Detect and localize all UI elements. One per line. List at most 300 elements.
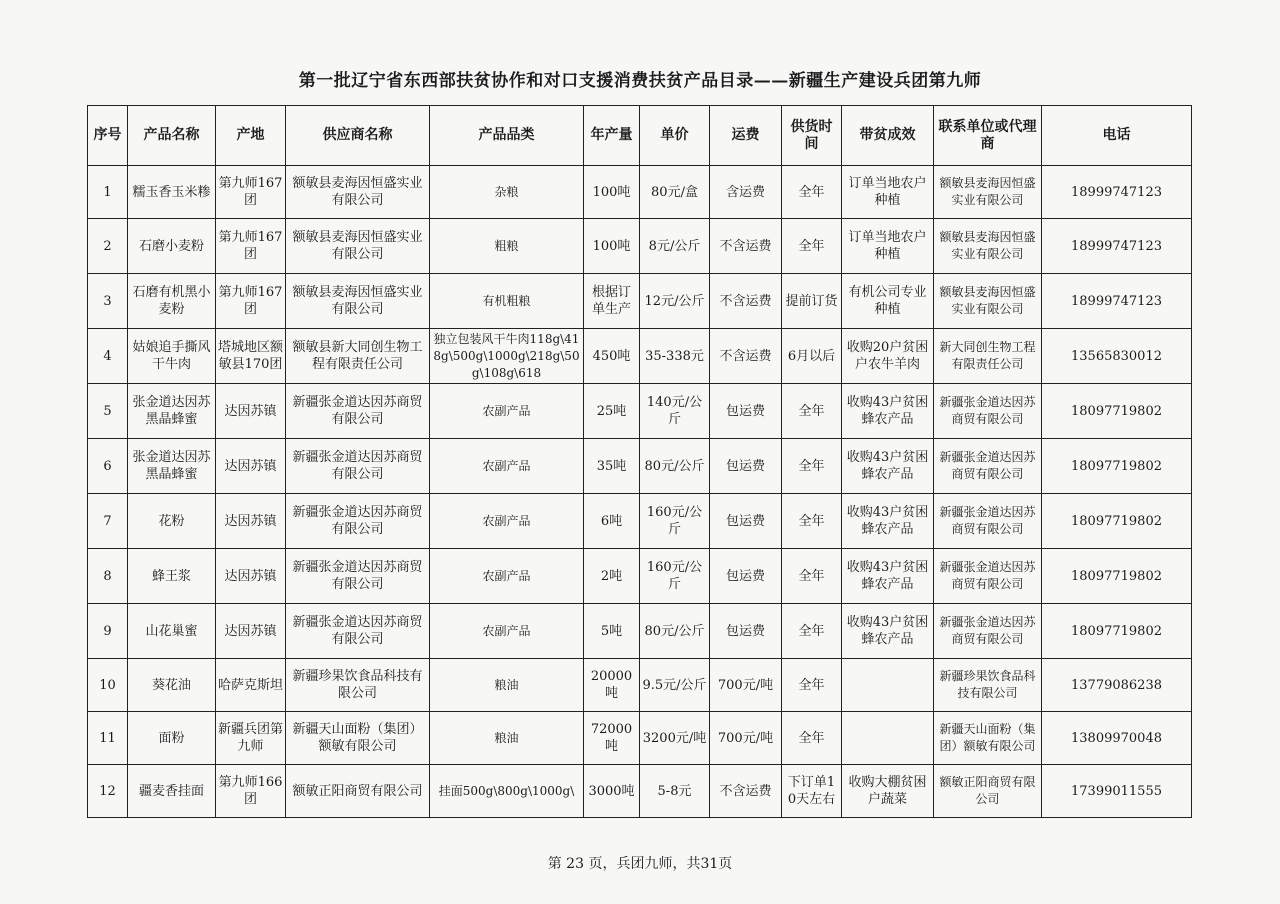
cell-supplier: [286, 329, 430, 384]
cell-output: [584, 765, 640, 818]
page-title: 第一批辽宁省东西部扶贫协作和对口支援消费扶贫产品目录——新疆生产建设兵团第九师: [298, 71, 982, 91]
cell-phone-text: 13809970048: [1071, 730, 1162, 746]
cell-price-text: 140元/公斤: [646, 395, 703, 427]
cell-supplier-text: 额敏县麦海因恒盛实业有限公司: [292, 176, 423, 208]
cell-shipping: [710, 439, 782, 494]
cell-effect-text: 收购43户贫困蜂农产品: [846, 505, 929, 537]
cell-name: [128, 166, 216, 219]
cell-name: [128, 549, 216, 604]
cell-supplier-text: 额敏县麦海因恒盛实业有限公司: [292, 285, 423, 317]
cell-no-text: 12: [99, 783, 116, 799]
cell-origin: [216, 494, 286, 549]
cell-effect: [842, 494, 934, 549]
cell-phone: [1042, 712, 1192, 765]
cell-shipping-text: 700元/吨: [717, 677, 774, 693]
cell-shipping: [710, 384, 782, 439]
cell-price-text: 8元/公斤: [648, 238, 701, 254]
cell-phone: [1042, 765, 1192, 818]
cell-origin: [216, 166, 286, 219]
cell-supplier: [286, 494, 430, 549]
cell-name-text: 糯玉香玉米糁: [132, 184, 211, 200]
cell-phone-text: 18999747123: [1071, 184, 1162, 200]
cell-category-text: 独立包装风干牛肉118g\418g\500g\1000g\218g\50g\108g\618: [433, 331, 580, 380]
cell-effect-text: 收购43户贫困蜂农产品: [846, 395, 929, 427]
cell-period-text: 6月以后: [787, 348, 836, 364]
cell-supplier-text: 额敏正阳商贸有限公司: [292, 783, 423, 799]
cell-category-text: 有机粗粮: [482, 293, 531, 308]
cell-supplier-text: 新疆张金道达因苏商贸有限公司: [292, 450, 423, 482]
cell-category-text: 农副产品: [482, 403, 531, 418]
header-no: 序号: [88, 106, 128, 166]
table-row: [88, 659, 1192, 712]
header-price: 单价: [640, 106, 710, 166]
table-row: [88, 439, 1192, 494]
cell-name: [128, 659, 216, 712]
cell-price: [640, 384, 710, 439]
cell-effect: [842, 604, 934, 659]
cell-no-text: 2: [103, 238, 112, 254]
table-row: [88, 494, 1192, 549]
cell-price-text: 80元/公斤: [644, 458, 705, 474]
cell-effect-text: 收购43户贫困蜂农产品: [846, 560, 929, 592]
cell-name-text: 疆麦香挂面: [138, 783, 204, 799]
cell-category-text: 农副产品: [482, 623, 531, 638]
cell-supplier: [286, 384, 430, 439]
cell-no: [88, 604, 128, 659]
cell-period-text: 提前订货: [785, 293, 838, 309]
cell-category: [430, 329, 584, 384]
header-effect: 带贫成效: [842, 106, 934, 166]
cell-output: [584, 166, 640, 219]
cell-origin-text: 塔城地区额敏县170团: [218, 340, 283, 372]
cell-output-text: 100吨: [592, 238, 631, 254]
cell-phone-text: 18097719802: [1071, 623, 1162, 639]
cell-supplier-text: 额敏县麦海因恒盛实业有限公司: [292, 230, 423, 262]
cell-period-text: 全年: [798, 730, 825, 746]
cell-contact: [934, 604, 1042, 659]
cell-name: [128, 384, 216, 439]
cell-category: [430, 549, 584, 604]
cell-no-text: 11: [99, 730, 116, 746]
header-period: 供货时间: [782, 106, 842, 166]
cell-shipping: [710, 765, 782, 818]
cell-output-text: 100吨: [592, 184, 631, 200]
cell-name-text: 张金道达因苏黑晶蜂蜜: [132, 450, 211, 482]
cell-phone: [1042, 549, 1192, 604]
cell-no-text: 5: [103, 403, 112, 419]
cell-origin-text: 第九师167团: [218, 285, 283, 317]
cell-name: [128, 219, 216, 274]
cell-origin-text: 达因苏镇: [224, 458, 277, 474]
cell-name: [128, 439, 216, 494]
cell-price: [640, 439, 710, 494]
cell-contact: [934, 494, 1042, 549]
cell-contact: [934, 329, 1042, 384]
cell-contact-text: 新疆天山面粉（集团）额敏有限公司: [939, 722, 1036, 753]
cell-no: [88, 494, 128, 549]
cell-contact: [934, 219, 1042, 274]
cell-no-text: 10: [99, 677, 116, 693]
cell-effect: [842, 712, 934, 765]
cell-category: [430, 659, 584, 712]
cell-category: [430, 274, 584, 329]
cell-supplier: [286, 219, 430, 274]
cell-effect: [842, 384, 934, 439]
cell-output: [584, 549, 640, 604]
cell-phone: [1042, 384, 1192, 439]
cell-name: [128, 494, 216, 549]
table-header-row: [88, 106, 1192, 166]
cell-price: [640, 219, 710, 274]
cell-effect-text: 收购大棚贫困户蔬菜: [848, 775, 927, 807]
cell-effect: [842, 765, 934, 818]
cell-contact: [934, 549, 1042, 604]
table-row: [88, 604, 1192, 659]
cell-shipping-text: 不含运费: [719, 238, 772, 254]
table-row: [88, 549, 1192, 604]
cell-contact: [934, 166, 1042, 219]
cell-phone-text: 18097719802: [1071, 568, 1162, 584]
cell-origin-text: 达因苏镇: [224, 568, 277, 584]
cell-name-text: 面粉: [158, 730, 185, 746]
cell-category: [430, 712, 584, 765]
cell-price-text: 160元/公斤: [646, 505, 703, 537]
cell-name: [128, 274, 216, 329]
cell-effect-text: 收购43户贫困蜂农产品: [846, 450, 929, 482]
cell-phone: [1042, 659, 1192, 712]
table-row: [88, 166, 1192, 219]
cell-period-text: 全年: [798, 184, 825, 200]
cell-name-text: 花粉: [158, 513, 185, 529]
cell-contact-text: 额敏县麦海因恒盛实业有限公司: [939, 230, 1036, 261]
cell-contact-text: 额敏县麦海因恒盛实业有限公司: [939, 285, 1036, 316]
cell-no-text: 1: [103, 184, 112, 200]
table-row: [88, 384, 1192, 439]
cell-phone-text: 18097719802: [1071, 403, 1162, 419]
page-footer: 第 23 页，兵团九师，共31页: [547, 856, 733, 872]
header-origin: 产地: [216, 106, 286, 166]
header-shipping: 运费: [710, 106, 782, 166]
cell-no-text: 9: [103, 623, 112, 639]
cell-period: [782, 712, 842, 765]
cell-period: [782, 765, 842, 818]
cell-phone-text: 18999747123: [1071, 293, 1162, 309]
cell-name: [128, 604, 216, 659]
cell-origin: [216, 384, 286, 439]
cell-period-text: 全年: [798, 403, 825, 419]
cell-origin-text: 达因苏镇: [224, 513, 277, 529]
cell-supplier: [286, 166, 430, 219]
cell-period: [782, 549, 842, 604]
cell-period: [782, 166, 842, 219]
cell-output: [584, 384, 640, 439]
cell-output: [584, 712, 640, 765]
cell-effect-text: 订单当地农户种植: [848, 176, 927, 208]
cell-no: [88, 219, 128, 274]
cell-phone-text: 18097719802: [1071, 513, 1162, 529]
cell-phone-text: 13565830012: [1071, 348, 1162, 364]
cell-supplier: [286, 659, 430, 712]
cell-price: [640, 274, 710, 329]
header-name: 产品名称: [128, 106, 216, 166]
cell-shipping-text: 包运费: [725, 403, 765, 419]
cell-period: [782, 219, 842, 274]
cell-category-text: 挂面500g\800g\1000g\: [438, 783, 575, 798]
cell-origin: [216, 712, 286, 765]
cell-output-text: 根据订单生产: [591, 285, 631, 317]
cell-origin-text: 第九师167团: [218, 176, 283, 208]
cell-origin: [216, 604, 286, 659]
cell-output: [584, 659, 640, 712]
cell-shipping-text: 不含运费: [719, 783, 772, 799]
cell-period-text: 下订单10天左右: [787, 775, 836, 807]
cell-shipping-text: 包运费: [725, 458, 765, 474]
header-supplier: 供应商名称: [286, 106, 430, 166]
cell-no: [88, 712, 128, 765]
cell-period-text: 全年: [798, 458, 825, 474]
cell-category-text: 杂粮: [494, 184, 519, 199]
cell-category: [430, 439, 584, 494]
cell-name-text: 石磨小麦粉: [138, 238, 204, 254]
cell-output-text: 35吨: [596, 458, 627, 474]
cell-effect-text: 订单当地农户种植: [848, 230, 927, 262]
cell-effect: [842, 659, 934, 712]
cell-contact-text: 额敏正阳商贸有限公司: [939, 775, 1036, 806]
cell-price: [640, 549, 710, 604]
cell-shipping: [710, 659, 782, 712]
cell-supplier-text: 新疆天山面粉（集团）额敏有限公司: [292, 722, 423, 754]
cell-price: [640, 712, 710, 765]
cell-supplier: [286, 549, 430, 604]
cell-effect: [842, 549, 934, 604]
cell-category: [430, 765, 584, 818]
cell-supplier: [286, 765, 430, 818]
cell-output: [584, 274, 640, 329]
cell-category: [430, 166, 584, 219]
cell-category: [430, 494, 584, 549]
cell-supplier-text: 新疆张金道达因苏商贸有限公司: [292, 615, 423, 647]
cell-shipping: [710, 166, 782, 219]
cell-output: [584, 604, 640, 659]
cell-no-text: 8: [103, 568, 112, 584]
cell-origin: [216, 549, 286, 604]
cell-phone: [1042, 274, 1192, 329]
table-row: [88, 765, 1192, 818]
cell-no: [88, 329, 128, 384]
cell-shipping: [710, 274, 782, 329]
cell-contact: [934, 274, 1042, 329]
cell-no-text: 3: [103, 293, 112, 309]
cell-shipping-text: 包运费: [725, 623, 765, 639]
cell-price-text: 12元/公斤: [644, 293, 705, 309]
cell-phone: [1042, 604, 1192, 659]
table-row: [88, 219, 1192, 274]
cell-price-text: 9.5元/公斤: [642, 677, 707, 693]
cell-origin: [216, 765, 286, 818]
cell-output-text: 20000吨: [590, 669, 633, 701]
cell-name: [128, 765, 216, 818]
cell-shipping-text: 700元/吨: [717, 730, 774, 746]
cell-effect: [842, 219, 934, 274]
cell-period: [782, 604, 842, 659]
cell-category-text: 农副产品: [482, 568, 531, 583]
cell-category-text: 粮油: [494, 730, 519, 745]
cell-period: [782, 274, 842, 329]
cell-price-text: 80元/公斤: [644, 623, 705, 639]
cell-contact-text: 新疆张金道达因苏商贸有限公司: [939, 450, 1036, 481]
cell-supplier-text: 新疆珍果饮食品科技有限公司: [292, 669, 423, 701]
cell-contact-text: 新疆张金道达因苏商贸有限公司: [939, 395, 1036, 426]
cell-output-text: 72000吨: [590, 722, 633, 754]
cell-effect: [842, 274, 934, 329]
table-row: [88, 329, 1192, 384]
table-row: [88, 274, 1192, 329]
cell-price-text: 3200元/吨: [642, 730, 707, 746]
cell-origin: [216, 219, 286, 274]
cell-contact-text: 新疆张金道达因苏商贸有限公司: [939, 560, 1036, 591]
cell-origin-text: 哈萨克斯坦: [218, 677, 283, 693]
cell-no-text: 4: [103, 348, 112, 364]
cell-price-text: 160元/公斤: [646, 560, 703, 592]
cell-no-text: 6: [103, 458, 112, 474]
cell-period-text: 全年: [798, 677, 825, 693]
cell-contact: [934, 765, 1042, 818]
cell-effect: [842, 166, 934, 219]
cell-period: [782, 439, 842, 494]
cell-origin: [216, 329, 286, 384]
cell-contact-text: 新疆张金道达因苏商贸有限公司: [939, 505, 1036, 536]
cell-shipping: [710, 712, 782, 765]
cell-phone: [1042, 329, 1192, 384]
cell-shipping-text: 包运费: [725, 513, 765, 529]
cell-supplier: [286, 439, 430, 494]
cell-price: [640, 604, 710, 659]
cell-price: [640, 765, 710, 818]
cell-period: [782, 384, 842, 439]
cell-no: [88, 765, 128, 818]
cell-supplier: [286, 274, 430, 329]
cell-origin: [216, 274, 286, 329]
cell-no: [88, 659, 128, 712]
cell-name-text: 石磨有机黑小麦粉: [132, 285, 211, 317]
header-contact: 联系单位或代理商: [934, 106, 1042, 166]
cell-shipping: [710, 549, 782, 604]
cell-supplier: [286, 604, 430, 659]
cell-category: [430, 384, 584, 439]
cell-output: [584, 219, 640, 274]
cell-no: [88, 439, 128, 494]
cell-output: [584, 494, 640, 549]
cell-no: [88, 166, 128, 219]
cell-phone: [1042, 166, 1192, 219]
cell-output-text: 5吨: [600, 623, 623, 639]
cell-name-text: 张金道达因苏黑晶蜂蜜: [132, 395, 211, 427]
cell-price-text: 80元/盒: [651, 184, 698, 200]
cell-output: [584, 329, 640, 384]
cell-contact: [934, 384, 1042, 439]
cell-phone: [1042, 439, 1192, 494]
cell-period: [782, 659, 842, 712]
cell-phone-text: 18097719802: [1071, 458, 1162, 474]
cell-shipping: [710, 219, 782, 274]
cell-category-text: 农副产品: [482, 458, 531, 473]
cell-supplier-text: 额敏县新大同创生物工程有限责任公司: [292, 340, 423, 372]
cell-effect-text: 有机公司专业种植: [848, 285, 927, 317]
cell-price: [640, 659, 710, 712]
cell-output-text: 25吨: [596, 403, 627, 419]
cell-shipping: [710, 494, 782, 549]
cell-origin-text: 第九师167团: [218, 230, 283, 262]
cell-origin: [216, 439, 286, 494]
cell-supplier-text: 新疆张金道达因苏商贸有限公司: [292, 560, 423, 592]
cell-output-text: 6吨: [600, 513, 623, 529]
cell-contact-text: 新疆珍果饮食品科技有限公司: [939, 669, 1036, 700]
cell-name: [128, 329, 216, 384]
cell-category: [430, 604, 584, 659]
cell-phone-text: 13779086238: [1071, 677, 1162, 693]
header-phone: 电话: [1042, 106, 1192, 166]
cell-origin-text: 达因苏镇: [224, 623, 277, 639]
cell-phone: [1042, 494, 1192, 549]
cell-shipping-text: 不含运费: [719, 293, 772, 309]
cell-no-text: 7: [103, 513, 112, 529]
cell-contact-text: 额敏县麦海因恒盛实业有限公司: [939, 176, 1036, 207]
cell-no: [88, 549, 128, 604]
cell-shipping-text: 含运费: [725, 184, 765, 200]
cell-contact: [934, 712, 1042, 765]
cell-effect-text: 收购43户贫困蜂农产品: [846, 615, 929, 647]
cell-price: [640, 166, 710, 219]
cell-supplier-text: 新疆张金道达因苏商贸有限公司: [292, 395, 423, 427]
cell-origin-text: 新疆兵团第九师: [218, 722, 283, 754]
cell-output-text: 2吨: [600, 568, 623, 584]
cell-shipping-text: 包运费: [725, 568, 765, 584]
cell-price-text: 5-8元: [657, 783, 692, 799]
cell-name: [128, 712, 216, 765]
cell-period-text: 全年: [798, 568, 825, 584]
table-body: [88, 166, 1192, 818]
cell-effect: [842, 439, 934, 494]
cell-phone-text: 18999747123: [1071, 238, 1162, 254]
cell-shipping: [710, 604, 782, 659]
cell-contact-text: 新大同创生物工程有限责任公司: [939, 340, 1036, 371]
cell-output: [584, 439, 640, 494]
cell-phone-text: 17399011555: [1071, 783, 1162, 799]
cell-name-text: 姑娘追手撕风干牛肉: [132, 340, 211, 372]
cell-supplier-text: 新疆张金道达因苏商贸有限公司: [292, 505, 423, 537]
cell-origin: [216, 659, 286, 712]
cell-name-text: 葵花油: [151, 677, 191, 693]
product-catalog-table: [87, 105, 1192, 818]
cell-category-text: 粗粮: [494, 238, 519, 253]
header-category: 产品品类: [430, 106, 584, 166]
header-output: 年产量: [584, 106, 640, 166]
cell-period: [782, 494, 842, 549]
cell-supplier: [286, 712, 430, 765]
cell-category-text: 农副产品: [482, 513, 531, 528]
cell-shipping-text: 不含运费: [719, 348, 772, 364]
cell-period-text: 全年: [798, 513, 825, 529]
cell-category-text: 粮油: [494, 677, 519, 692]
cell-no: [88, 384, 128, 439]
cell-price: [640, 494, 710, 549]
cell-period-text: 全年: [798, 238, 825, 254]
cell-name-text: 蜂王浆: [151, 568, 191, 584]
cell-contact-text: 新疆张金道达因苏商贸有限公司: [939, 615, 1036, 646]
cell-price: [640, 329, 710, 384]
cell-name-text: 山花巢蜜: [145, 623, 198, 639]
cell-origin-text: 第九师166团: [218, 775, 283, 807]
